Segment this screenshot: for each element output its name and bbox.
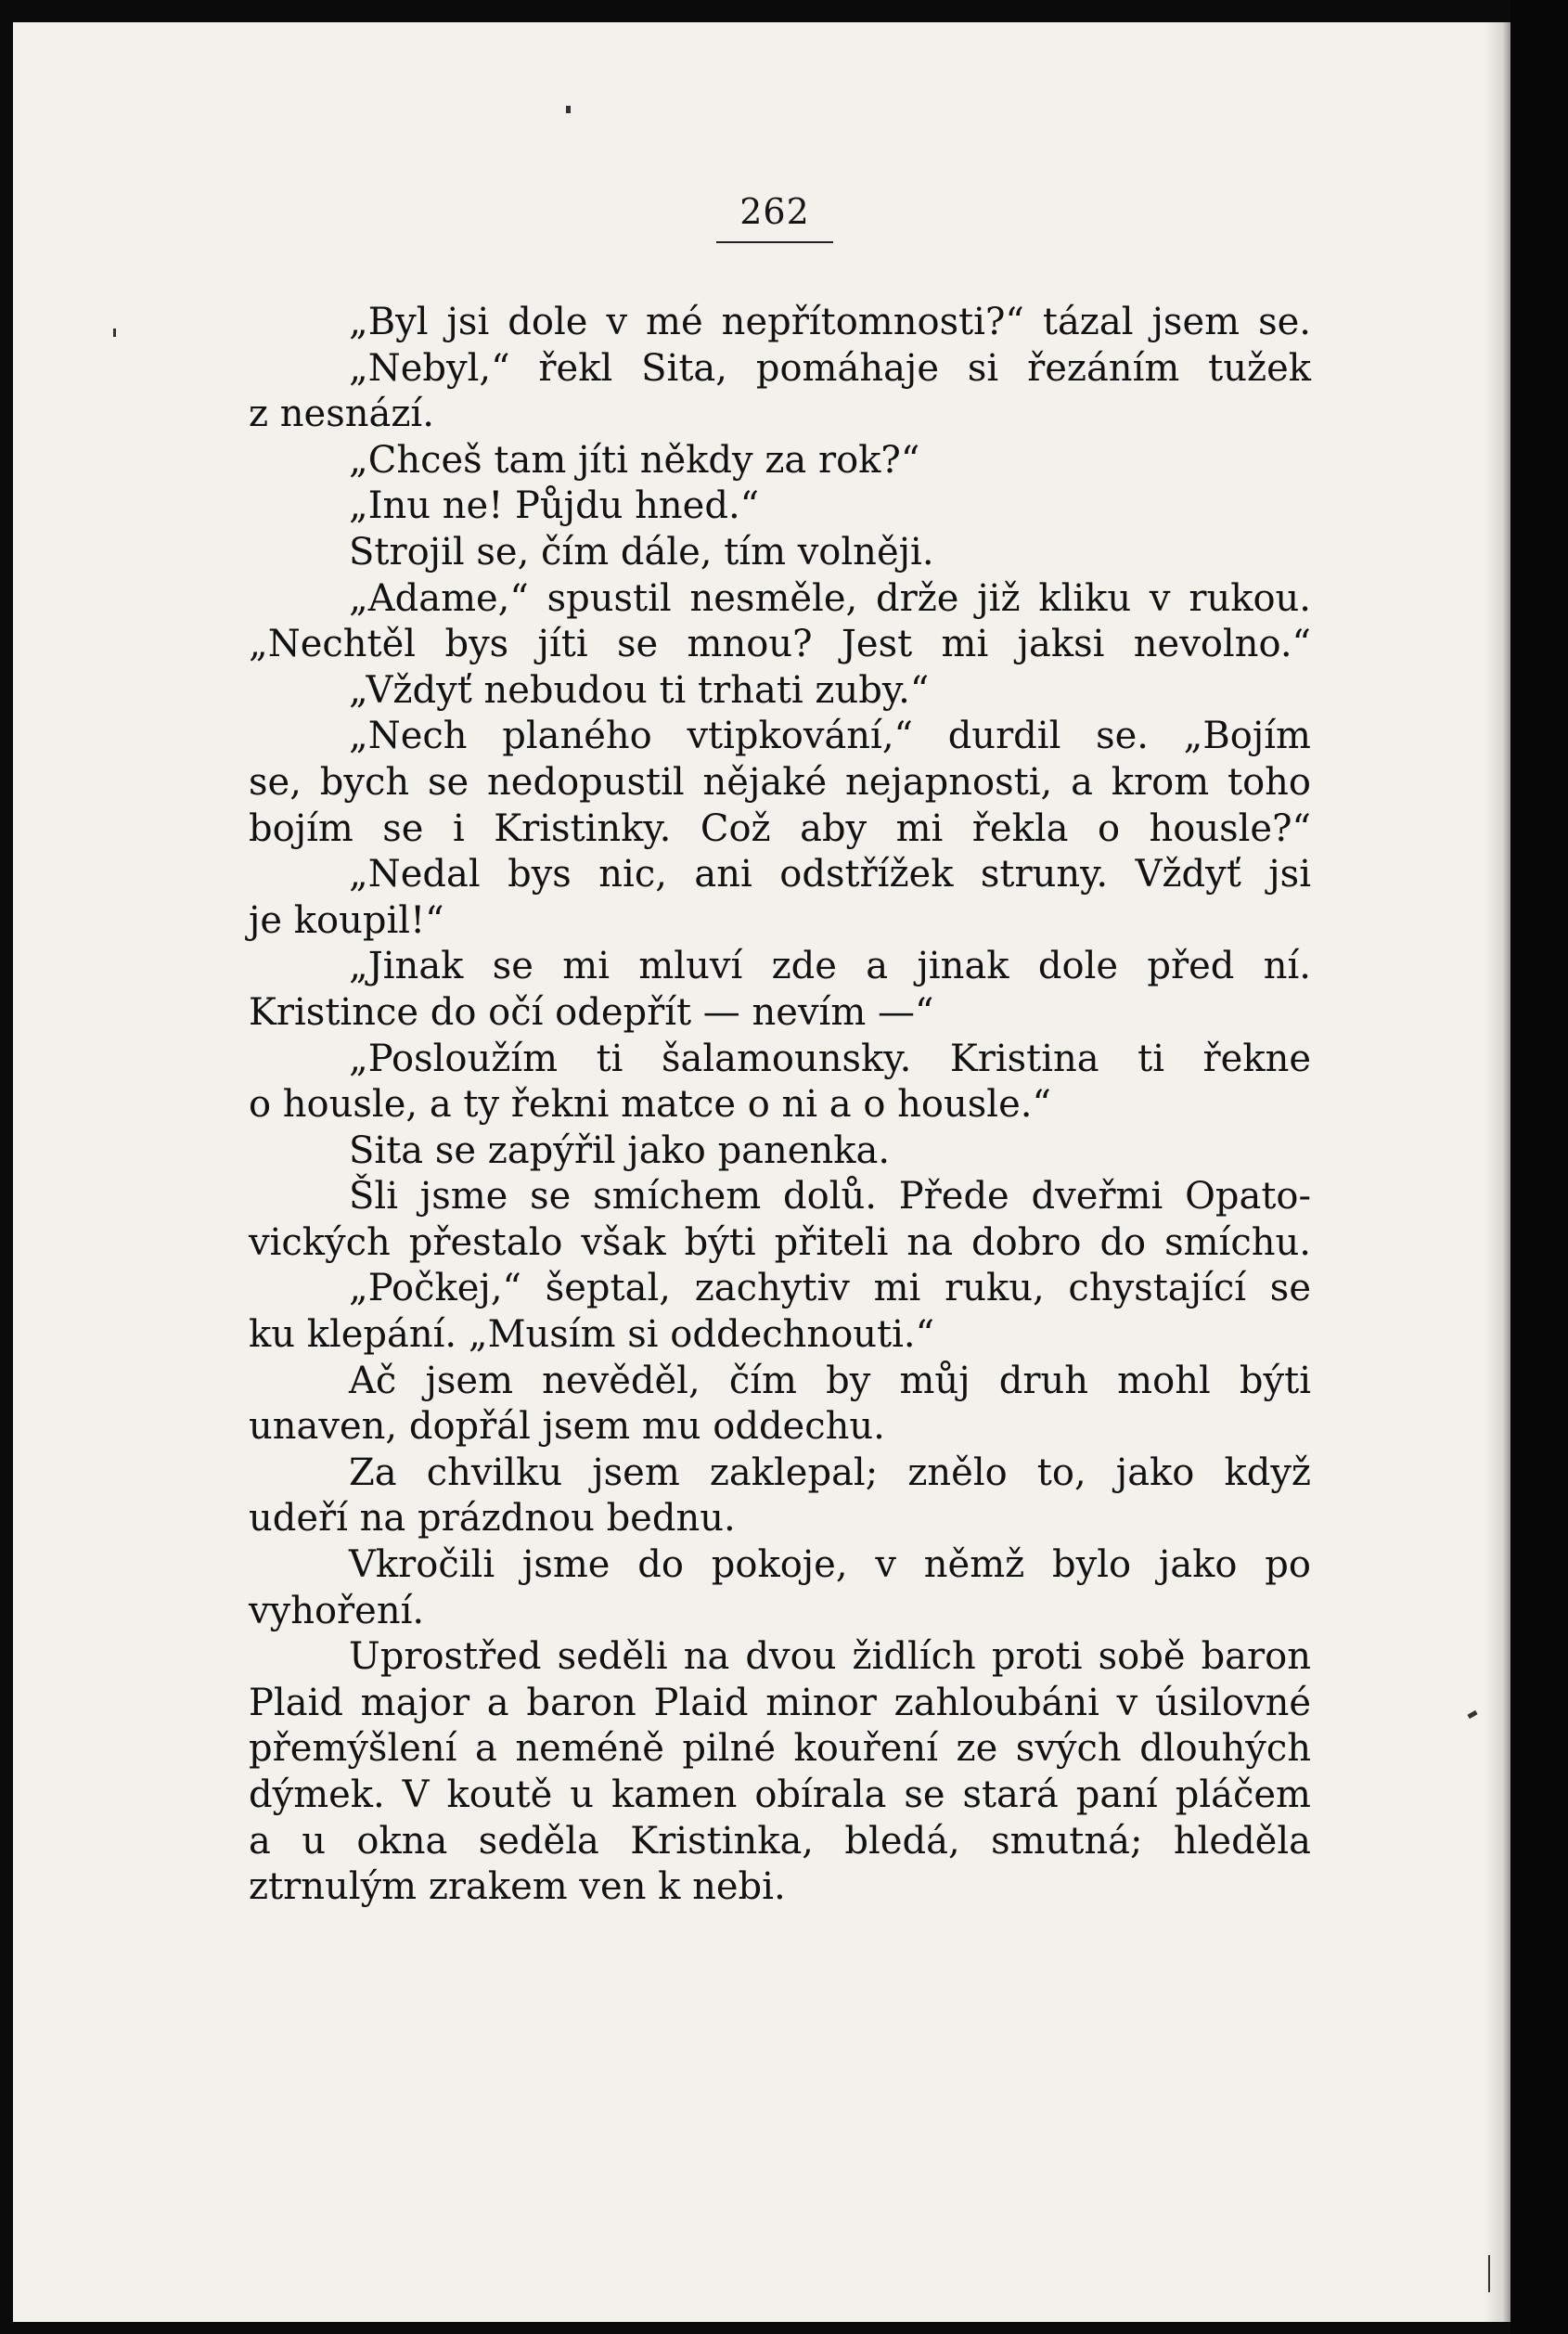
text-line: „Posloužím ti šalamounsky. Kristina ti řekne <box>349 1037 1311 1080</box>
page-edge-shadow <box>1484 22 1510 2322</box>
text-line: se, bych se nedopustil nějaké nejapnosti, a krom toho <box>249 760 1311 804</box>
page-number-rule <box>716 241 833 243</box>
text-line: dýmek. V koutě u kamen obírala se stará paní pláčem <box>249 1773 1311 1816</box>
text-line: „Nebyl,“ řekl Sita, pomáhaje si řezáním tužek <box>349 346 1311 390</box>
text-line: Uprostřed seděli na dvou židlích proti sobě baron <box>349 1635 1311 1679</box>
text-line: Sita se zapýřil jako panenka. <box>349 1128 891 1172</box>
text-line: vyhoření. <box>249 1589 425 1632</box>
text-line: Plaid major a baron Plaid minor zahloubáni v úsilovné <box>249 1681 1311 1724</box>
scan-speck <box>113 329 116 337</box>
scan-border <box>1510 0 1568 2334</box>
text-line: Vkročili jsme do pokoje, v němž bylo jako po <box>349 1543 1311 1587</box>
text-line: Ač jsem nevěděl, čím by můj druh mohl býti <box>349 1359 1311 1402</box>
body-text <box>249 300 1311 1911</box>
page-number: 262 <box>739 191 810 232</box>
text-line: Kristince do očí odepřít — nevím —“ <box>249 990 934 1034</box>
text-line: „Byl jsi dole v mé nepřítomnosti?“ tázal jsem se. <box>349 301 1311 343</box>
text-line: přemýšlení a neméně pilné kouření ze svých dlouhých <box>249 1727 1311 1771</box>
text-line: Strojil se, čím dále, tím volněji. <box>349 530 934 574</box>
text-line: z nesnází. <box>249 393 434 436</box>
text-line: unaven, dopřál jsem mu oddechu. <box>249 1405 885 1449</box>
text-line: „Nech planého vtipkování,“ durdil se. „Bojím <box>349 715 1311 758</box>
text-line: o housle, a ty řekni matce o ni a o housle.“ <box>249 1083 1051 1127</box>
text-line: „Nedal bys nic, ani odstřížek struny. Vždyť jsi <box>349 853 1311 896</box>
text-line: a u okna seděla Kristinka, bledá, smutná; hleděla <box>249 1819 1311 1863</box>
text-line: bojím se i Kristinky. Což aby mi řekla o housle?“ <box>249 806 1311 850</box>
text-line: „Chceš tam jíti někdy za rok?“ <box>349 438 920 482</box>
text-line: je koupil!“ <box>249 898 444 942</box>
text-line: Za chvilku jsem zaklepal; znělo to, jako když <box>349 1451 1311 1494</box>
scan-speck <box>566 106 571 113</box>
text-line: „Nechtěl bys jíti se mnou? Jest mi jaksi nevolno.“ <box>249 623 1311 666</box>
text-line: „Inu ne! Půjdu hned.“ <box>349 484 760 528</box>
text-line: „Jinak se mi mluví zde a jinak dole před ní. <box>349 945 1311 988</box>
text-line: „Vždyť nebudou ti trhati zuby.“ <box>349 668 930 712</box>
text-line: „Adame,“ spustil nesměle, drže již kliku v rukou. <box>349 576 1311 620</box>
scan-speck <box>1488 2255 1490 2292</box>
text-line: „Počkej,“ šeptal, zachytiv mi ruku, chystající se <box>349 1267 1311 1310</box>
text-line: ku klepání. „Musím si oddechnouti.“ <box>249 1313 935 1357</box>
text-line: ztrnulým zrakem ven k nebi. <box>249 1865 786 1909</box>
text-line: vických přestalo však býti přiteli na dobro do smíchu. <box>249 1220 1311 1264</box>
text-line: Šli jsme se smíchem dolů. Přede dveřmi Opato- <box>349 1175 1311 1219</box>
text-line: udeří na prázdnou bednu. <box>249 1497 736 1541</box>
